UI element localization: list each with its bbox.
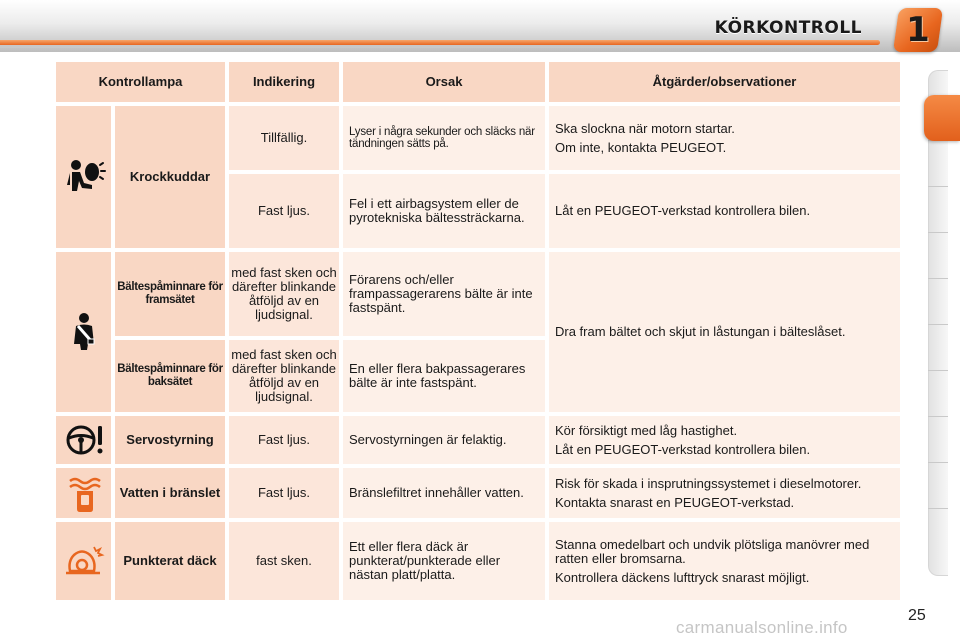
indication-cell: Fast ljus. xyxy=(229,468,343,522)
header-orsak: Orsak xyxy=(343,62,549,106)
indication-cell: fast sken. xyxy=(229,522,343,604)
chapter-tab-divider xyxy=(928,508,948,509)
chapter-tab-divider xyxy=(928,324,948,325)
indication-cell: Fast ljus. xyxy=(229,174,343,252)
indication-cell: Fast ljus. xyxy=(229,416,343,468)
action-cell xyxy=(549,468,904,522)
warning-lamp-table xyxy=(56,62,904,604)
chapter-tab-divider xyxy=(928,186,948,187)
action-cell: Låt en PEUGEOT-verkstad kontrollera bilen. xyxy=(549,174,904,252)
action-line: Risk för skada i insprutningssystemet i dieselmotorer. xyxy=(555,475,862,491)
action-line: Låt en PEUGEOT-verkstad kontrollera bilen. xyxy=(555,441,811,457)
chapter-tab-divider xyxy=(928,370,948,371)
chapter-number: 1 xyxy=(906,10,930,50)
cause-cell: Bränslefiltret innehåller vatten. xyxy=(343,468,549,522)
lamp-name-baltespaminnare-bak: Bältespåminnare för baksätet xyxy=(115,340,229,416)
header-divider xyxy=(0,46,870,48)
header-kontrollampa: Kontrollampa xyxy=(56,62,229,106)
seatbelt-warning-icon xyxy=(62,310,106,354)
lamp-name-vatten-i-branslet: Vatten i bränslet xyxy=(115,468,229,522)
chapter-tab-active[interactable] xyxy=(924,95,960,141)
indication-cell: med fast sken och därefter blinkande åtföljd av en ljudsignal. xyxy=(229,252,343,340)
airbag-icon-cell xyxy=(56,106,115,252)
page-number: 25 xyxy=(908,607,926,624)
seatbelt-icon-cell xyxy=(56,252,115,416)
action-line: Kör försiktigt med låg hastighet. xyxy=(555,422,738,438)
page-title: KÖRKONTROLL xyxy=(714,18,862,38)
action-cell xyxy=(549,106,904,174)
header-indikering: Indikering xyxy=(229,62,343,106)
action-line: Om inte, kontakta PEUGEOT. xyxy=(555,139,727,155)
cause-cell: Fel i ett airbagsystem eller de pyrotekniska bältessträckarna. xyxy=(343,174,549,252)
action-line: Stanna omedelbart och undvik plötsliga manövrer med ratten eller bromsarna. xyxy=(555,536,870,566)
cause-cell: Förarens och/eller frampassagerarens bälte är inte fastspänt. xyxy=(343,252,549,340)
chapter-tab-strip xyxy=(928,70,948,576)
lamp-name-servostyrning: Servostyrning xyxy=(115,416,229,468)
chapter-tab-divider xyxy=(928,278,948,279)
flat-tyre-icon xyxy=(62,539,106,583)
action-line: Kontrollera däckens lufttryck snarast möjligt. xyxy=(555,569,810,585)
water-in-fuel-icon xyxy=(62,471,106,515)
action-line: Ska slockna när motorn startar. xyxy=(555,120,735,136)
lamp-name-baltespaminnare-fram: Bältespåminnare för framsätet xyxy=(115,252,229,340)
watermark: carmanualsonline.info xyxy=(676,618,848,637)
lamp-name-krockkuddar: Krockkuddar xyxy=(115,106,229,252)
indication-cell: Tillfällig. xyxy=(229,106,343,174)
indication-cell: med fast sken och därefter blinkande åtföljd av en ljudsignal. xyxy=(229,340,343,416)
water-icon-cell xyxy=(56,468,115,522)
action-line: Kontakta snarast en PEUGEOT-verkstad. xyxy=(555,494,795,510)
cause-cell: Servostyrningen är felaktig. xyxy=(343,416,549,468)
cause-cell: Lyser i några sekunder och släcks när tändningen sätts på. xyxy=(343,106,549,174)
action-cell xyxy=(549,416,904,468)
lamp-name-punkterat-dack: Punkterat däck xyxy=(115,522,229,604)
action-cell: Dra fram bältet och skjut in låstungan i bälteslåset. xyxy=(549,252,904,416)
action-cell xyxy=(549,522,904,604)
chapter-tab-divider xyxy=(928,462,948,463)
cause-cell: En eller flera bakpassagerares bälte är inte fastspänt. xyxy=(343,340,549,416)
tyre-icon-cell xyxy=(56,522,115,604)
steering-icon-cell xyxy=(56,416,115,468)
cause-cell: Ett eller flera däck är punkterat/punkterade eller nästan platt/platta. xyxy=(343,522,549,604)
airbag-warning-icon xyxy=(62,155,106,199)
power-steering-warning-icon xyxy=(62,418,106,462)
header-atgarder: Åtgärder/observationer xyxy=(549,62,904,106)
chapter-tab-divider xyxy=(928,416,948,417)
chapter-tab-divider xyxy=(928,232,948,233)
header-accent-line xyxy=(0,40,880,45)
